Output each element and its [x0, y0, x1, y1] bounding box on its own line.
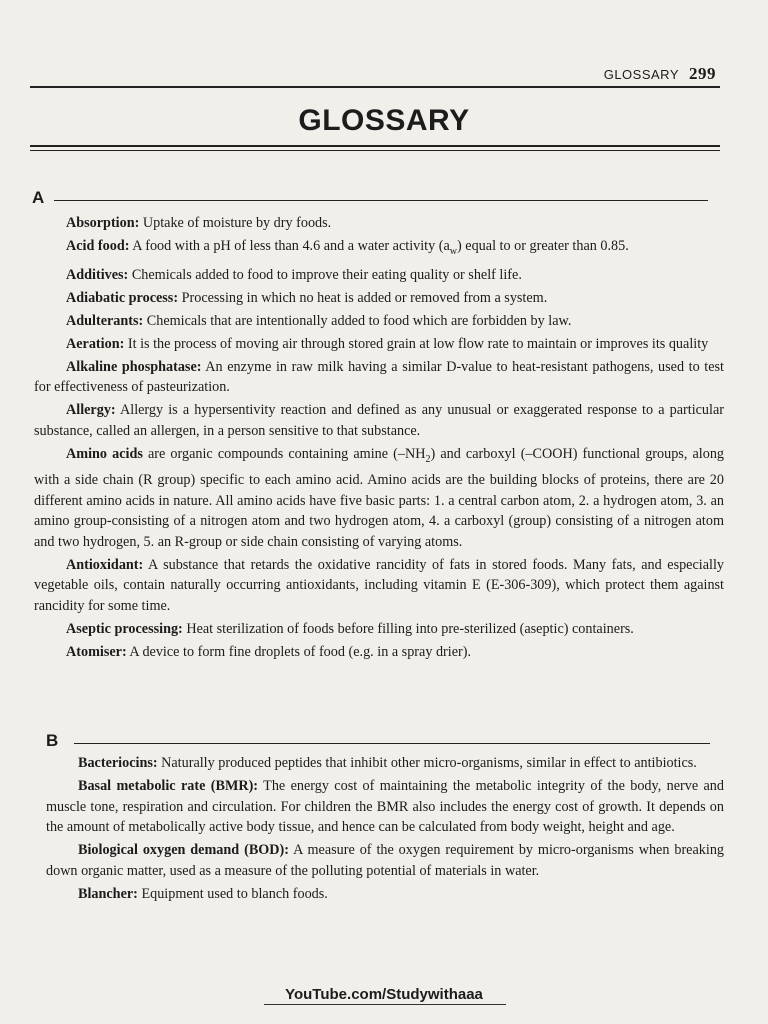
glossary-entry: Allergy: Allergy is a hypersentivity reaction and defined as any unusual or exaggerated response to a particular substance, called an allergen, in a person sensitive to that substance. [34, 402, 724, 439]
section-b-entries [46, 753, 724, 907]
footer-watermark: YouTube.com/Studywithaaa [285, 986, 483, 1003]
glossary-entry: Absorption: Uptake of moisture by dry foods. [66, 215, 332, 231]
glossary-entry: Blancher: Equipment used to blanch foods. [78, 885, 328, 902]
section-letter-a: A [32, 188, 45, 207]
glossary-entry: Antioxidant: A substance that retards the oxidative rancidity of fats in stored foods. Many fats, and especially vegetable oils, contain naturally occurring antioxidants, including vitamin E (E-306-309), which protect them against rancidity for some time. [34, 556, 724, 614]
glossary-entry: Aeration: It is the process of moving air through stored grain at low flow rate to maintain or improves its quality [66, 335, 709, 352]
glossary-entry: Adiabatic process: Processing in which no heat is added or removed from a system. [66, 289, 548, 306]
glossary-entry: Bacteriocins: Naturally produced peptides that inhibit other micro-organisms, similar in effect to antibiotics. [78, 755, 697, 771]
glossary-entry: Biological oxygen demand (BOD): A measure of the oxygen requirement by micro-organisms when breaking down organic matter, used as a measure of the polluting potential of materials in water. [46, 842, 725, 879]
title-rule-thick [30, 145, 720, 147]
page-number: 299 [689, 64, 716, 83]
glossary-entry: Amino acids are organic compounds containing amine $(-NH_2)$ and carboxyl (–COOH) functional groups, along with a side chain (R group) specific to each amino acid. Amino acids are the building blocks of proteins, there are 20 different amino acids in nature. All amino acids have five basic parts: 1. a central carbon atom, 2. a hydrogen atom, 3. an amino group-consisting of a nitrogen atom and two hydrogen atom, 4. a carboxyl (group) consisting of a nitrogen atom and two hydrogen, 5. an R-group or side chain consisting of varying atoms. [34, 445, 725, 550]
glossary-entry: Additives: Chemicals added to food to improve their eating quality or shelf life. [66, 266, 522, 283]
title-rule-thin [30, 150, 720, 151]
page-title: GLOSSARY [298, 104, 470, 137]
glossary-entry: Acid food: A food with a pH of less than 4.6 and a water activity $(a_w)$ equal to or greater than 0.85. [66, 238, 629, 257]
running-head-label: GLOSSARY [603, 67, 679, 82]
header-rule [30, 86, 720, 88]
footer-underline [264, 1004, 506, 1005]
section-rule-a [54, 200, 708, 201]
section-rule-b [74, 743, 710, 744]
glossary-entry: Alkaline phosphatase: An enzyme in raw milk having a similar D-value to heat-resistant pathogens, used to test for effectiveness of pasteurization. [34, 358, 725, 396]
section-a-entries [34, 213, 724, 665]
section-letter-b: B [46, 731, 59, 750]
glossary-entry: Basal metabolic rate (BMR): The energy cost of maintaining the metabolic integrity of the body, nerve and muscle tone, respiration and circulation. For children the BMR also includes the energy cost of growth. It depends on the amount of metabolically active body tissue, and hence can be calculated from body weight, height and age. [46, 778, 724, 835]
glossary-entry: Adulterants: Chemicals that are intentionally added to food which are forbidden by law. [66, 312, 572, 329]
glossary-entry: Atomiser: A device to form fine droplets of food (e.g. in a spray drier). [66, 643, 472, 660]
glossary-entry: Aseptic processing: Heat sterilization of foods before filling into pre-sterilized (aseptic) containers. [66, 620, 634, 637]
running-head [604, 64, 716, 84]
